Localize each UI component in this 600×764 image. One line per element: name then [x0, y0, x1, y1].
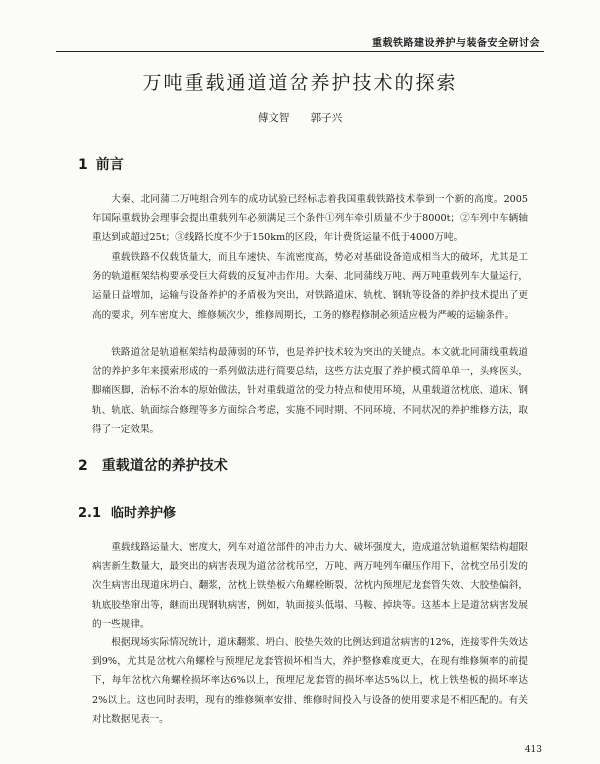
section-number: 2: [78, 458, 88, 474]
article-title: 万吨重载通道道岔养护技术的探索: [142, 72, 458, 94]
page-number: 413: [524, 745, 542, 755]
section-heading: [78, 154, 124, 174]
running-header: 重载铁路建设养护与装备安全研讨会: [372, 38, 540, 49]
subsection-title: 临时养护修: [111, 506, 177, 521]
header-rule: [56, 51, 544, 52]
paragraph: 重载线路运量大、密度大，列车对道岔部件的冲击力大、破坏强度大，造成道岔轨道框架结构超限病害新生数量大，最突出的病害表现为道岔岔枕吊空，万吨、两万吨列车碾压作用下，岔枕空吊引发的次生病害出现道床坍白、翻浆，岔枕上铁垫板六角螺栓断裂、岔枕内预埋尼龙套管失效、大胶垫偏斜，轨底胶垫窜出等，継而出现钢轨病害，例如，轨面接头低塌、马鞍、掉块等。这基本上是道岔病害发展的一些规律。: [92, 542, 528, 630]
paragraph: 大秦、北同蒲二万吨组合列车的成功试验已经标志着我国重载铁路技术拳到一个新的高度。2005年国际重载协会理事会提出重载列车必须满足三个条件①列车牵引质量不少于8000t；②车列中车辆轴重达到或超过25t；③线路长度不少于150km的区段，年计费货运量不低于4000万吨。: [92, 194, 528, 244]
subsection-number: 2.1: [78, 506, 102, 521]
paragraph: 重载铁路不仅载货量大，而且车速快、车流密度高，势必对基础设备造成相当大的破坏，尤其是工务的轨道框架结构要承受巨大荷载的反复冲击作用。大秦、北同蒲线万吨、两万吨重载列车大量运行，运量日益增加，运输与设备养护的矛盾极为突出，对铁路道床、轨枕、钢轨等设备的养护技术提出了更高的要求，列车密度大、维修频次少，维修周期长，工务的修程修制必须适应极为严峻的运输条件。: [92, 252, 528, 321]
author-name: 郭子兴: [310, 112, 343, 124]
section-heading: [78, 455, 228, 475]
section-title: 重载道岔的养护技术: [101, 458, 228, 474]
subsection-heading: [78, 502, 176, 521]
paragraph: 根据现场实际情况统计，道床翻浆、坍白、胶垫失效的比例达到道岔病害的12%，连接零件失效达到9%，尤其是岔枕六角螺栓与预埋尼龙套管损坏相当大，养护整修难度更大，在现有维修频率的前提下，每年岔枕六角螺栓损坏率达6%以上，预埋尼龙套管的损坏率达5%以上，枕上铁垫板的损坏率达2%以上。这也同时表明，现有的维修频率安排、维修时间投入与设备的使用要求是不相匹配的。有关对比数据见表一。: [92, 637, 528, 725]
author-name: 傅文智: [257, 112, 290, 124]
paragraph: 铁路道岔是轨道框架结构最薄弱的环节，也是养护技术较为突出的关键点。本文就北同蒲线重载道岔的养护多年来摸索形成的一系列做法进行简要总结，这些方法克服了养护模式简单单一，头疼医头，脚痛医脚，治标不治本的原始做法，针对重载道岔的受力特点和使用环境，从重载道岔枕底、道床、钢轨、轨底、轨面综合修理等多方面综合考虑，实施不同时期、不同环境、不同状况的养护维修方法，取得了一定效果。: [92, 347, 528, 435]
section-number: 1: [78, 157, 88, 173]
article-authors: [0, 110, 600, 125]
section-title: 前言: [95, 157, 124, 173]
